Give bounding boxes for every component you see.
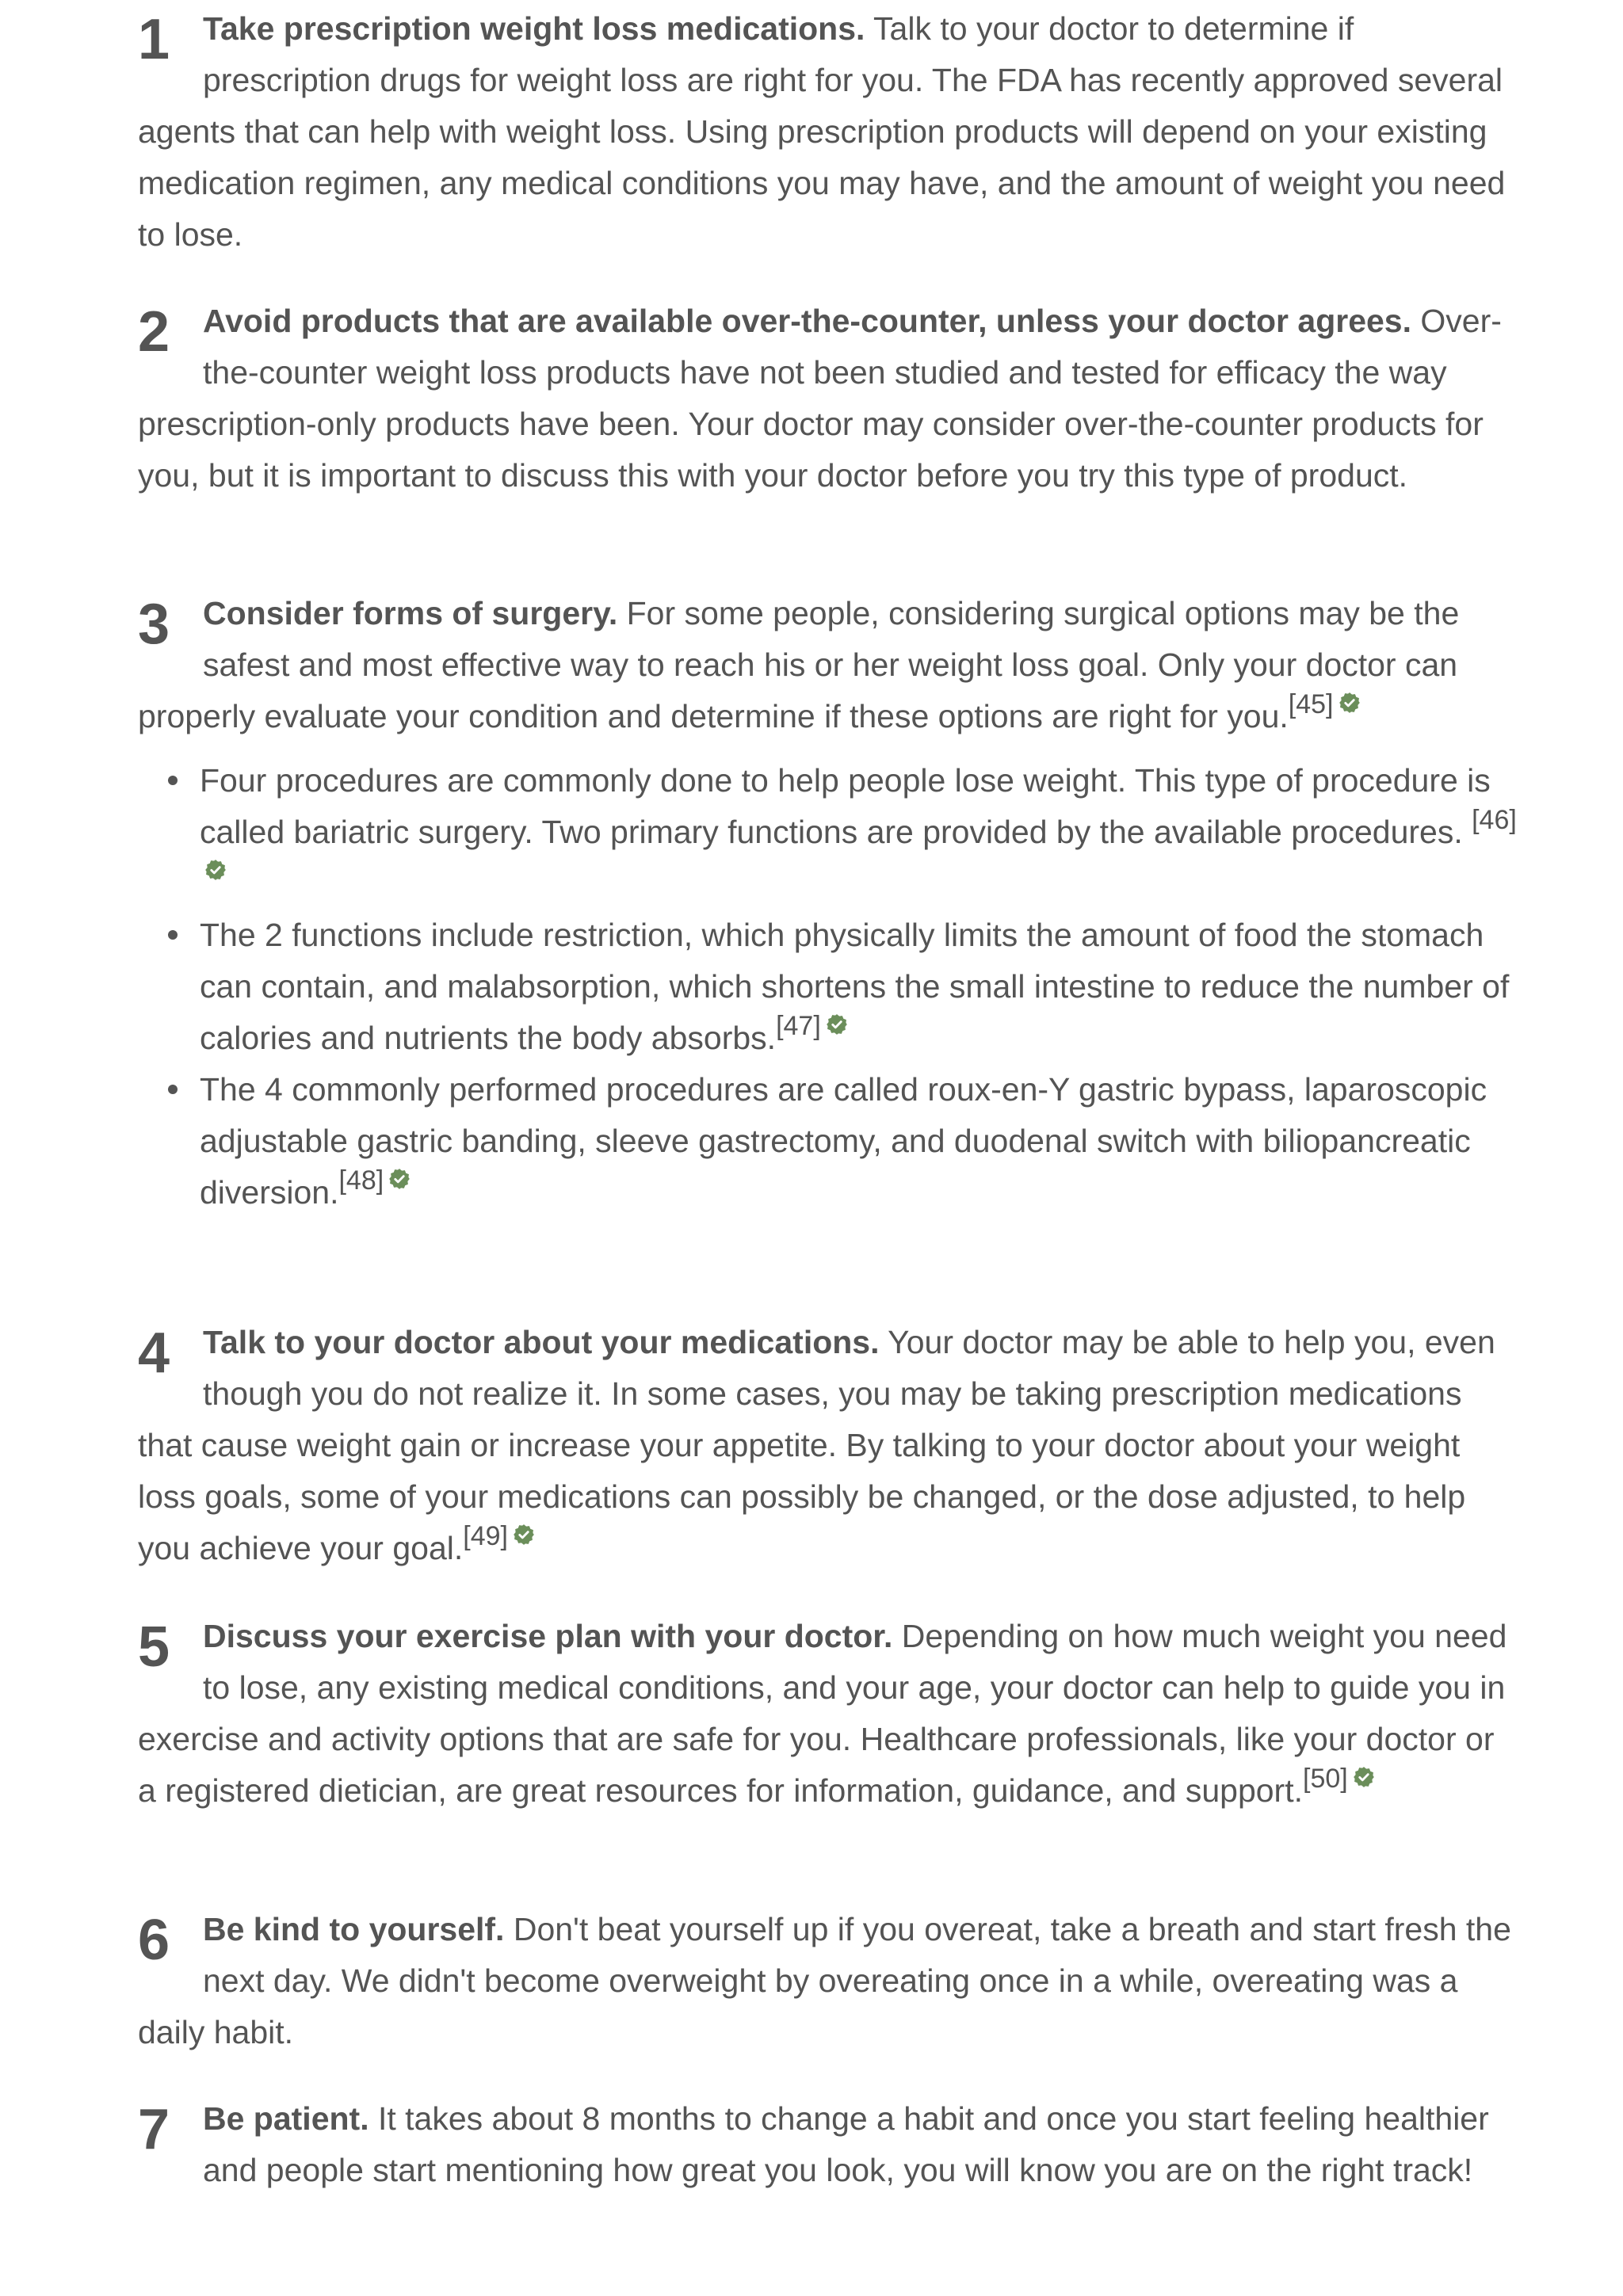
step-text	[138, 3, 1517, 261]
step-text	[138, 1904, 1517, 2058]
bullet-text: The 2 functions include restriction, which physically limits the amount of food the stomach can contain, and malabsorption, which shortens the small intestine to reduce the number of calories and nutrients the body absorbs.	[200, 917, 1510, 1056]
reference-link[interactable]: [50]	[1303, 1764, 1348, 1794]
verified-badge-icon[interactable]	[826, 1013, 848, 1035]
step-number: 5	[138, 1615, 170, 1679]
step-title: Avoid products that are available over-the-counter, unless your doctor agrees.	[203, 303, 1411, 339]
step-text	[138, 1317, 1517, 1574]
step-title: Talk to your doctor about your medications.	[203, 1324, 880, 1360]
step-body: Your doctor may be able to help you, even though you do not realize it. In some cases, you may be taking prescription medications that cause weight gain or increase your appetite. By talking to your doctor about your weight loss goals, some of your medications can possibly be changed, or the dose adjusted, to help you achieve your goal.	[138, 1324, 1495, 1566]
step-3	[138, 588, 1517, 1219]
step-number: 1	[138, 8, 170, 71]
step-4	[138, 1317, 1517, 1574]
step-7	[138, 2093, 1517, 2196]
verified-badge-icon[interactable]	[513, 1524, 535, 1546]
step-text	[138, 2093, 1517, 2196]
step-body: Over-the-counter weight loss products have not been studied and tested for efficacy the way prescription-only products have been. Your doctor may consider over-the-counter products for you, but it is important to discuss this with your doctor before you try this type of product.	[138, 303, 1502, 494]
step-number: 3	[138, 593, 170, 656]
list-item	[200, 1064, 1517, 1219]
reference-link[interactable]: [45]	[1288, 689, 1334, 720]
step-number: 2	[138, 300, 170, 364]
bullet-text: The 4 commonly performed procedures are called roux-en-Y gastric bypass, laparoscopic adjustable gastric banding, sleeve gastrectomy, and duodenal switch with biliopancreatic diversion.	[200, 1071, 1487, 1211]
verified-badge-icon[interactable]	[1338, 692, 1361, 714]
step-text	[138, 296, 1517, 502]
step-text	[138, 1611, 1517, 1817]
step-5	[138, 1611, 1517, 1817]
verified-badge-icon[interactable]	[204, 859, 227, 881]
step-1	[138, 3, 1517, 261]
step-number: 6	[138, 1909, 170, 1972]
step-3-bullets	[138, 755, 1517, 1219]
step-title: Consider forms of surgery.	[203, 595, 618, 631]
bullet-dot	[168, 930, 178, 940]
verified-badge-icon[interactable]	[388, 1168, 411, 1190]
step-body: Don't beat yourself up if you overeat, take a breath and start fresh the next day. We didn't become overweight by overeating once in a while, overeating was a daily habit.	[138, 1911, 1511, 2050]
step-title: Take prescription weight loss medications.	[203, 10, 865, 47]
reference-link[interactable]: [47]	[776, 1011, 821, 1042]
reference-link[interactable]: [49]	[463, 1521, 508, 1552]
step-body: For some people, considering surgical options may be the safest and most effective way to reach his or her weight loss goal. Only your doctor can properly evaluate your condition and determine if these options are right for you.	[138, 595, 1460, 734]
step-2	[138, 296, 1517, 502]
bullet-dot	[168, 1085, 178, 1094]
bullet-dot	[168, 776, 178, 785]
step-body: It takes about 8 months to change a habit and once you start feeling healthier and people start mentioning how great you look, you will know you are on the right track!	[203, 2100, 1489, 2188]
step-title: Discuss your exercise plan with your doctor.	[203, 1618, 893, 1654]
list-item	[200, 910, 1517, 1064]
step-body: Talk to your doctor to determine if prescription drugs for weight loss are right for you. The FDA has recently approved several agents that can help with weight loss. Using prescription products will depend on your existing medication regimen, any medical conditions you may have, and the amount of weight you need to lose.	[138, 10, 1506, 253]
step-title: Be kind to yourself.	[203, 1911, 505, 1947]
step-6	[138, 1904, 1517, 2058]
reference-link[interactable]: [46]	[1472, 805, 1517, 836]
verified-badge-icon[interactable]	[1353, 1766, 1375, 1788]
step-number: 4	[138, 1322, 170, 1385]
step-number: 7	[138, 2098, 170, 2161]
bullet-text: Four procedures are commonly done to help people lose weight. This type of procedure is called bariatric surgery. Two primary functions are provided by the available procedures.	[200, 762, 1491, 850]
step-body: Depending on how much weight you need to lose, any existing medical conditions, and your age, your doctor can help to guide you in exercise and activity options that are safe for you. Healthcare professionals, like your doctor or a registered dietician, are great resources for information, guidance, and support.	[138, 1618, 1507, 1809]
reference-link[interactable]: [48]	[338, 1165, 384, 1196]
step-title: Be patient.	[203, 2100, 369, 2137]
list-item	[200, 755, 1517, 910]
step-text	[138, 588, 1517, 742]
